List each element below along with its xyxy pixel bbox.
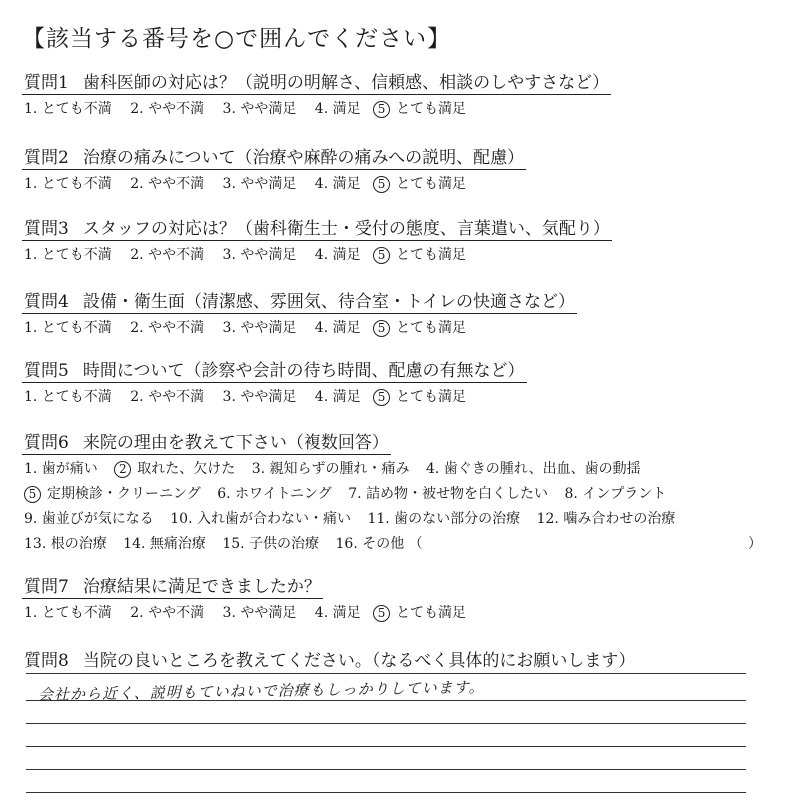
circled-option-5[interactable]: 5 xyxy=(373,101,390,118)
circled-option-5[interactable]: 5 xyxy=(373,605,390,622)
question-number: 質問2 xyxy=(24,148,69,168)
option-3[interactable]: 3. やや満足 xyxy=(222,101,297,117)
reason-row-4 xyxy=(22,532,782,557)
question-text: 設備・衛生面（清潔感、雰囲気、待合室・トイレの快適さなど） xyxy=(82,292,575,312)
reason-12[interactable]: 12. 噛み合わせの治療 xyxy=(536,511,676,527)
option-4[interactable]: 4. 満足 xyxy=(314,101,361,117)
option-4[interactable]: 4. 満足 xyxy=(314,389,361,405)
option-5-label: とても満足 xyxy=(396,320,467,336)
answer-options xyxy=(22,98,782,118)
option-1[interactable]: 1. とても不満 xyxy=(24,605,112,621)
answer-line xyxy=(26,792,746,793)
answer-options xyxy=(22,386,782,406)
question-2 xyxy=(22,143,782,193)
answer-line xyxy=(26,769,746,770)
reason-row-3 xyxy=(22,507,782,532)
option-2[interactable]: 2. やや不満 xyxy=(130,320,205,336)
reason-2-label: 取れた、欠けた xyxy=(137,461,236,477)
option-5-label: とても満足 xyxy=(396,605,467,621)
reason-14[interactable]: 14. 無痛治療 xyxy=(123,536,206,552)
option-2[interactable]: 2. やや不満 xyxy=(130,176,205,192)
option-1[interactable]: 1. とても不満 xyxy=(24,176,112,192)
option-2[interactable]: 2. やや不満 xyxy=(130,389,205,405)
reason-6[interactable]: 6. ホワイトニング xyxy=(217,486,332,502)
circled-option-5[interactable]: 5 xyxy=(373,320,390,337)
option-1[interactable]: 1. とても不満 xyxy=(24,389,112,405)
question-number: 質問1 xyxy=(24,73,69,93)
option-5-label: とても満足 xyxy=(396,389,467,405)
question-text: 時間について（診察や会計の待ち時間、配慮の有無など） xyxy=(82,361,525,381)
option-1[interactable]: 1. とても不満 xyxy=(24,247,112,263)
reason-9[interactable]: 9. 歯並びが気になる xyxy=(24,511,154,527)
option-5-label: とても満足 xyxy=(396,176,467,192)
question-title xyxy=(22,214,612,241)
question-title xyxy=(22,428,391,455)
reason-10[interactable]: 10. 入れ歯が合わない・痛い xyxy=(170,511,351,527)
question-8 xyxy=(22,646,782,672)
option-5-label: とても満足 xyxy=(396,247,467,263)
circled-option-5[interactable]: 5 xyxy=(373,247,390,264)
option-2[interactable]: 2. やや不満 xyxy=(130,101,205,117)
circled-reason-5[interactable]: 5 xyxy=(24,486,41,503)
reason-row-2 xyxy=(22,482,782,507)
reason-4[interactable]: 4. 歯ぐきの腫れ、出血、歯の動揺 xyxy=(425,461,641,477)
question-text: 歯科医師の対応は？（説明の明解さ、信頼感、相談のしやすさなど） xyxy=(82,73,610,93)
question-number: 質問8 xyxy=(24,651,69,671)
question-number: 質問5 xyxy=(24,361,69,381)
reason-row-1 xyxy=(22,457,782,482)
question-text: 来院の理由を教えて下さい（複数回答） xyxy=(82,433,389,453)
option-3[interactable]: 3. やや満足 xyxy=(222,320,297,336)
other-close-paren: ） xyxy=(748,536,762,552)
option-1[interactable]: 1. とても不満 xyxy=(24,101,112,117)
option-3[interactable]: 3. やや満足 xyxy=(222,176,297,192)
question-4 xyxy=(22,287,782,337)
question-title xyxy=(22,356,527,383)
option-3[interactable]: 3. やや満足 xyxy=(222,389,297,405)
reason-5-label: 定期検診・クリーニング xyxy=(47,486,201,502)
reason-15[interactable]: 15. 子供の治療 xyxy=(222,536,320,552)
question-title xyxy=(22,572,323,599)
circled-option-5[interactable]: 5 xyxy=(373,176,390,193)
question-title xyxy=(22,68,611,95)
question-title xyxy=(22,287,577,314)
question-text: 当院の良いところを教えてください。（なるべく具体的にお願いします） xyxy=(82,651,636,671)
reason-8[interactable]: 8. インプラント xyxy=(564,486,667,502)
answer-options xyxy=(22,602,782,622)
reason-16-other[interactable]: 16. その他 （ xyxy=(335,536,423,552)
question-5 xyxy=(22,356,782,406)
option-5-label: とても満足 xyxy=(396,101,467,117)
question-number: 質問4 xyxy=(24,292,69,312)
reason-13[interactable]: 13. 根の治療 xyxy=(24,536,107,552)
circled-reason-2[interactable]: 2 xyxy=(114,461,131,478)
answer-options xyxy=(22,244,782,264)
option-4[interactable]: 4. 満足 xyxy=(314,176,361,192)
option-1[interactable]: 1. とても不満 xyxy=(24,320,112,336)
circled-option-5[interactable]: 5 xyxy=(373,389,390,406)
option-4[interactable]: 4. 満足 xyxy=(314,247,361,263)
option-3[interactable]: 3. やや満足 xyxy=(222,605,297,621)
answer-options xyxy=(22,317,782,337)
question-3 xyxy=(22,214,782,264)
answer-options xyxy=(22,173,782,193)
reason-7[interactable]: 7. 詰め物・被せ物を白くしたい xyxy=(348,486,549,502)
reason-11[interactable]: 11. 歯のない部分の治療 xyxy=(367,511,521,527)
question-6 xyxy=(22,428,782,557)
question-1 xyxy=(22,68,782,118)
option-2[interactable]: 2. やや不満 xyxy=(130,605,205,621)
question-7 xyxy=(22,572,782,622)
reason-3[interactable]: 3. 親知らずの腫れ・痛み xyxy=(251,461,410,477)
page-header: 【該当する番号を○で囲んでください】 xyxy=(22,26,452,52)
handwritten-answer[interactable]: 会社から近く、説明もていねいで治療もしっかりしています。 xyxy=(37,678,485,704)
option-3[interactable]: 3. やや満足 xyxy=(222,247,297,263)
option-4[interactable]: 4. 満足 xyxy=(314,605,361,621)
answer-line xyxy=(26,723,746,724)
question-number: 質問3 xyxy=(24,219,69,239)
option-4[interactable]: 4. 満足 xyxy=(314,320,361,336)
option-2[interactable]: 2. やや不満 xyxy=(130,247,205,263)
answer-line xyxy=(26,673,746,674)
question-text: スタッフの対応は？（歯科衛生士・受付の態度、言葉遣い、気配り） xyxy=(82,219,610,239)
question-title xyxy=(22,143,526,170)
question-number: 質問7 xyxy=(24,577,69,597)
question-text: 治療結果に満足できましたか？ xyxy=(82,577,321,597)
question-number: 質問6 xyxy=(24,433,69,453)
question-title xyxy=(22,646,637,672)
question-text: 治療の痛みについて（治療や麻酔の痛みへの説明、配慮） xyxy=(82,148,525,168)
answer-line xyxy=(26,746,746,747)
reason-1[interactable]: 1. 歯が痛い xyxy=(24,461,98,477)
